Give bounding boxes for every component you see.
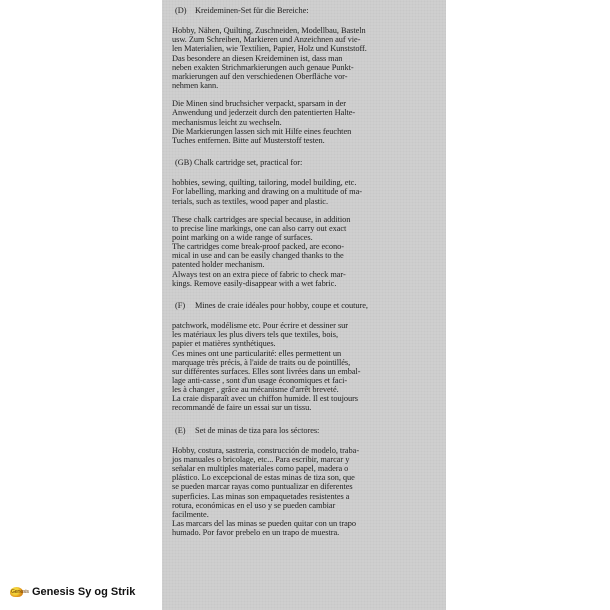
- language-code: (E): [175, 425, 186, 435]
- section-title: Chalk cartridge set, practical for:: [193, 158, 303, 168]
- text-line: neben exakten Strichmarkierungen auch genaue Punkt-: [172, 62, 354, 72]
- text-line: kings. Remove easily-disappear with a wet fabric.: [172, 278, 337, 288]
- language-code: (GB): [175, 158, 192, 168]
- paragraph-german-1: [172, 26, 436, 90]
- paragraph-english-2: [172, 215, 436, 288]
- text-line: mechanismus leicht zu wechseln.: [172, 117, 282, 127]
- section-heading-spanish: [172, 426, 436, 435]
- text-line: facilmente.: [172, 509, 209, 519]
- section-title: Set de minas de tiza para los séctores:: [195, 425, 320, 435]
- text-line: Die Minen sind bruchsicher verpackt, sparsam in der: [172, 99, 347, 109]
- text-line: sur différentes surfaces. Elles sont livrées dans un embal-: [172, 366, 361, 376]
- text-line: nehmen kann.: [172, 81, 219, 91]
- text-line: Das besondere an diesen Kreideminen ist, dass man: [172, 53, 343, 63]
- text-line: Anwendung und jederzeit durch den patentierten Halte-: [172, 108, 356, 118]
- text-line: lage anti-casse , sont d'un usage économiques et faci-: [172, 376, 348, 385]
- section-heading-german: [172, 6, 436, 15]
- text-line: Die Markierungen lassen sich mit Hilfe eines feuchten: [172, 126, 352, 136]
- text-line: La craie disparaît avec un chiffon humide. Il est toujours: [172, 394, 359, 404]
- language-code: (D): [175, 6, 187, 15]
- text-line: len Materialien, wie Textilien, Papier, Holz und Kunststoff.: [172, 44, 367, 54]
- text-line: Always test on an extra piece of fabric to check mar-: [172, 269, 346, 279]
- text-line: marquage très précis, à l'aide de traits ou de pointillés,: [172, 357, 351, 367]
- text-line: les matériaux les plus divers tels que textiles, bois,: [172, 330, 338, 340]
- text-line: Tuches entfernen. Bitte auf Musterstoff testen.: [172, 135, 325, 145]
- text-line: usw. Zum Schreiben, Markieren und Anzeichnen auf vie-: [172, 35, 361, 45]
- text-line: These chalk cartridges are special because, in addition: [172, 214, 351, 224]
- brand-name: Genesis Sy og Strik: [32, 586, 136, 598]
- text-line: Ces mines ont une particularité: elles permettent un: [172, 348, 342, 358]
- text-line: papier et matières synthétiques.: [172, 339, 276, 349]
- text-line: hobbies, sewing, quilting, tailoring, model building, etc.: [172, 178, 357, 188]
- text-line: to precise line markings, one can also carry out exact: [172, 223, 347, 233]
- brand-watermark: [10, 585, 135, 599]
- paragraph-english-1: [172, 178, 436, 205]
- text-line: terials, such as textiles, wood paper and plastic.: [172, 196, 328, 206]
- text-line: patented holder mechanism.: [172, 260, 265, 270]
- text-line: Hobby, Nähen, Quilting, Zuschneiden, Modellbau, Basteln: [172, 26, 366, 36]
- section-heading-english: [172, 158, 436, 167]
- text-line: mical in use and can be easily changed thanks to the: [172, 251, 344, 261]
- brand-logo-icon: [10, 586, 29, 598]
- text-line: señalar en multiples materiales como papel, madera o: [172, 464, 349, 474]
- brand-logo-text: Genesis: [11, 589, 29, 595]
- paragraph-spanish-1: [172, 446, 436, 538]
- text-line: For labelling, marking and drawing on a multitude of ma-: [172, 187, 362, 197]
- text-line: patchwork, modélisme etc. Pour écrire et dessiner sur: [172, 321, 348, 331]
- instruction-card: [162, 0, 446, 610]
- text-line: les à changer , grâce au mécanisme d'arrêt breveté.: [172, 385, 339, 395]
- section-title: Kreideminen-Set für die Bereiche:: [195, 6, 309, 15]
- section-title: Mines de craie idéales pour hobby, coupe et couture,: [195, 300, 368, 310]
- paragraph-french-1: [172, 321, 436, 413]
- text-line: Las marcars del las minas se pueden quitar con un trapo: [172, 519, 356, 529]
- text-line: recommandé de faire un essai sur un tissu.: [172, 403, 312, 413]
- text-line: point marking on a wide range of surfaces.: [172, 232, 313, 242]
- text-line: humado. Por favor prebelo en un trapo de muestra.: [172, 528, 340, 538]
- text-line: superficies. Las minas son empaquetades resistentes a: [172, 491, 350, 501]
- text-line: markierungen auf den verschiedenen Oberfläche vor-: [172, 71, 348, 81]
- section-heading-french: [172, 301, 436, 310]
- paragraph-german-2: [172, 99, 436, 145]
- text-line: rotura, económicas en el uso y se pueden cambiar: [172, 500, 336, 510]
- text-line: plástico. Lo excepcional de estas minas de tiza son, que: [172, 473, 355, 483]
- language-code: (F): [175, 300, 186, 310]
- text-line: se pueden marcar rayas como puntualizar en diferentes: [172, 482, 353, 492]
- text-line: The cartridges come break-proof packed, are econo-: [172, 242, 344, 252]
- text-line: Hobby, costura, sastreria, construcción de modelo, traba-: [172, 445, 360, 455]
- text-line: jos manuales o bricolage, etc... Para escribir, marcar y: [172, 454, 350, 464]
